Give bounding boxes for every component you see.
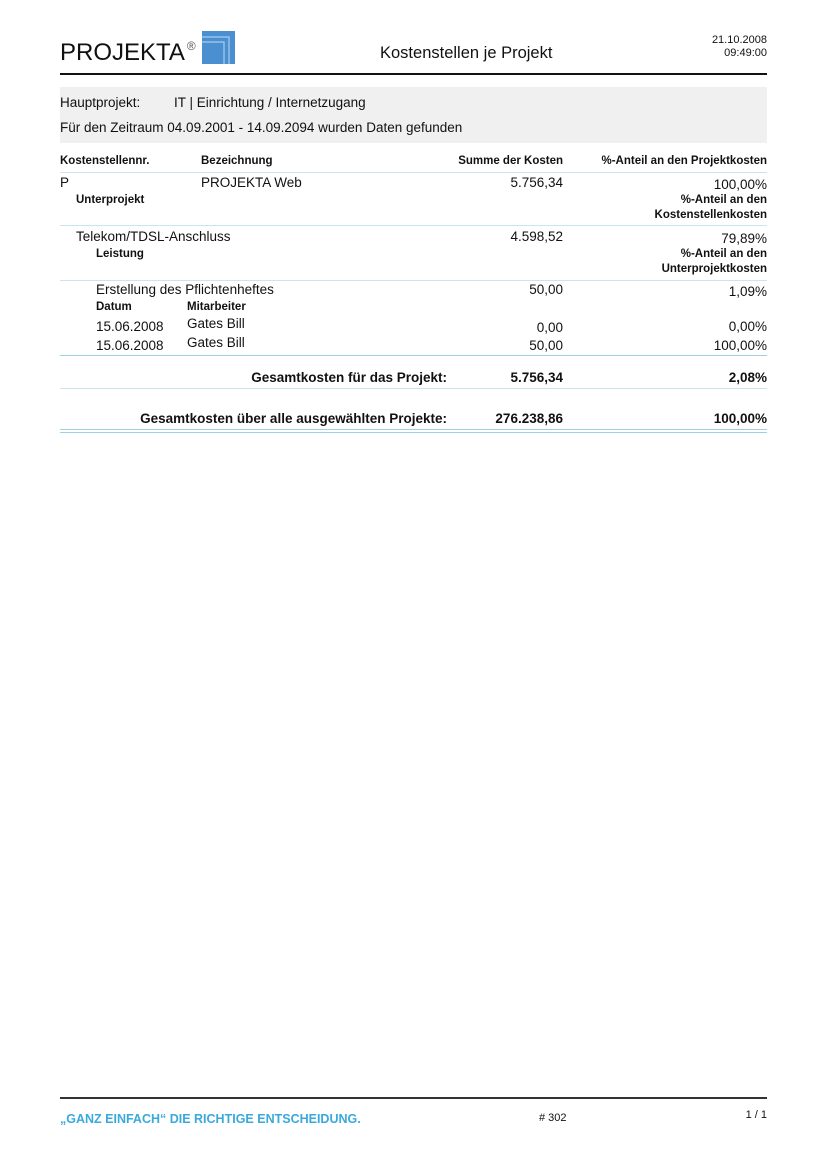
divider: [60, 432, 767, 433]
detail-mitarbeiter: Gates Bill: [187, 316, 245, 331]
total-project-pct: 2,08%: [728, 370, 767, 385]
logo-registered-mark: ®: [186, 39, 196, 53]
zeitraum-text: Für den Zeitraum 04.09.2001 - 14.09.2094 wurden Daten gefunden: [60, 120, 463, 135]
total-all-sum: 276.238,86: [495, 411, 563, 426]
leistung-name: Erstellung des Pflichtenheftes: [96, 282, 274, 297]
detail-pct: 0,00%: [728, 319, 767, 334]
hauptprojekt-value: IT | Einrichtung / Internetzugang: [174, 95, 366, 110]
logo-icon: [202, 31, 235, 64]
header-divider: [60, 73, 767, 75]
leistung-pct: 1,09%: [728, 284, 767, 299]
datum-label: Datum: [96, 301, 132, 313]
detail-mitarbeiter: Gates Bill: [187, 335, 245, 350]
logo: [60, 31, 235, 65]
total-project-sum: 5.756,34: [510, 370, 563, 385]
page-title: Kostenstellen je Projekt: [380, 44, 553, 62]
col-bezeichnung: Bezeichnung: [201, 155, 273, 167]
unterprojekt-pct: 79,89%: [721, 231, 767, 246]
report-time: 09:49:00: [724, 47, 767, 59]
footer-number: # 302: [539, 1112, 567, 1124]
hauptprojekt-label: Hauptprojekt:: [60, 95, 141, 110]
divider: [60, 225, 767, 226]
kostenstelle-name: PROJEKTA Web: [201, 175, 302, 190]
kostenstelle-pct: 100,00%: [713, 177, 767, 192]
detail-pct: 100,00%: [713, 338, 767, 353]
divider: [60, 172, 767, 173]
kostenstellen-pct-label-1: %-Anteil an den: [680, 194, 767, 206]
logo-text: PROJEKTA: [60, 39, 185, 66]
mitarbeiter-label: Mitarbeiter: [187, 301, 246, 313]
unterprojekt-name: Telekom/TDSL-Anschluss: [76, 229, 231, 244]
divider: [60, 388, 767, 389]
kostenstelle-sum: 5.756,34: [510, 175, 563, 190]
total-all-pct: 100,00%: [713, 411, 767, 426]
footer-divider: [60, 1097, 767, 1099]
footer-slogan: „GANZ EINFACH“ DIE RICHTIGE ENTSCHEIDUNG.: [60, 1112, 361, 1126]
detail-datum: 15.06.2008: [96, 319, 164, 334]
detail-datum: 15.06.2008: [96, 338, 164, 353]
report-date: 21.10.2008: [711, 34, 767, 46]
detail-sum: 50,00: [529, 338, 563, 353]
unterprojekt-label: Unterprojekt: [76, 194, 145, 206]
detail-sum: 0,00: [536, 320, 563, 335]
kostenstellen-pct-label-2: Kostenstellenkosten: [654, 209, 767, 221]
col-summe: Summe der Kosten: [458, 155, 563, 167]
divider: [60, 355, 767, 356]
divider: [60, 280, 767, 281]
col-anteil: %-Anteil an den Projektkosten: [601, 155, 767, 167]
leistung-label: Leistung: [96, 248, 144, 260]
total-all-label: Gesamtkosten über alle ausgewählten Projekte:: [140, 411, 447, 426]
divider: [60, 429, 767, 430]
leistung-sum: 50,00: [529, 282, 563, 297]
col-kostenstellennr: Kostenstellennr.: [60, 155, 150, 167]
unterprojekt-pct-label-1: %-Anteil an den: [680, 248, 767, 260]
kostenstelle-nr: P: [60, 175, 70, 190]
total-project-label: Gesamtkosten für das Projekt:: [251, 370, 447, 385]
unterprojekt-sum: 4.598,52: [510, 229, 563, 244]
page-number: 1 / 1: [745, 1109, 767, 1121]
unterprojekt-pct-label-2: Unterprojektkosten: [661, 263, 767, 275]
